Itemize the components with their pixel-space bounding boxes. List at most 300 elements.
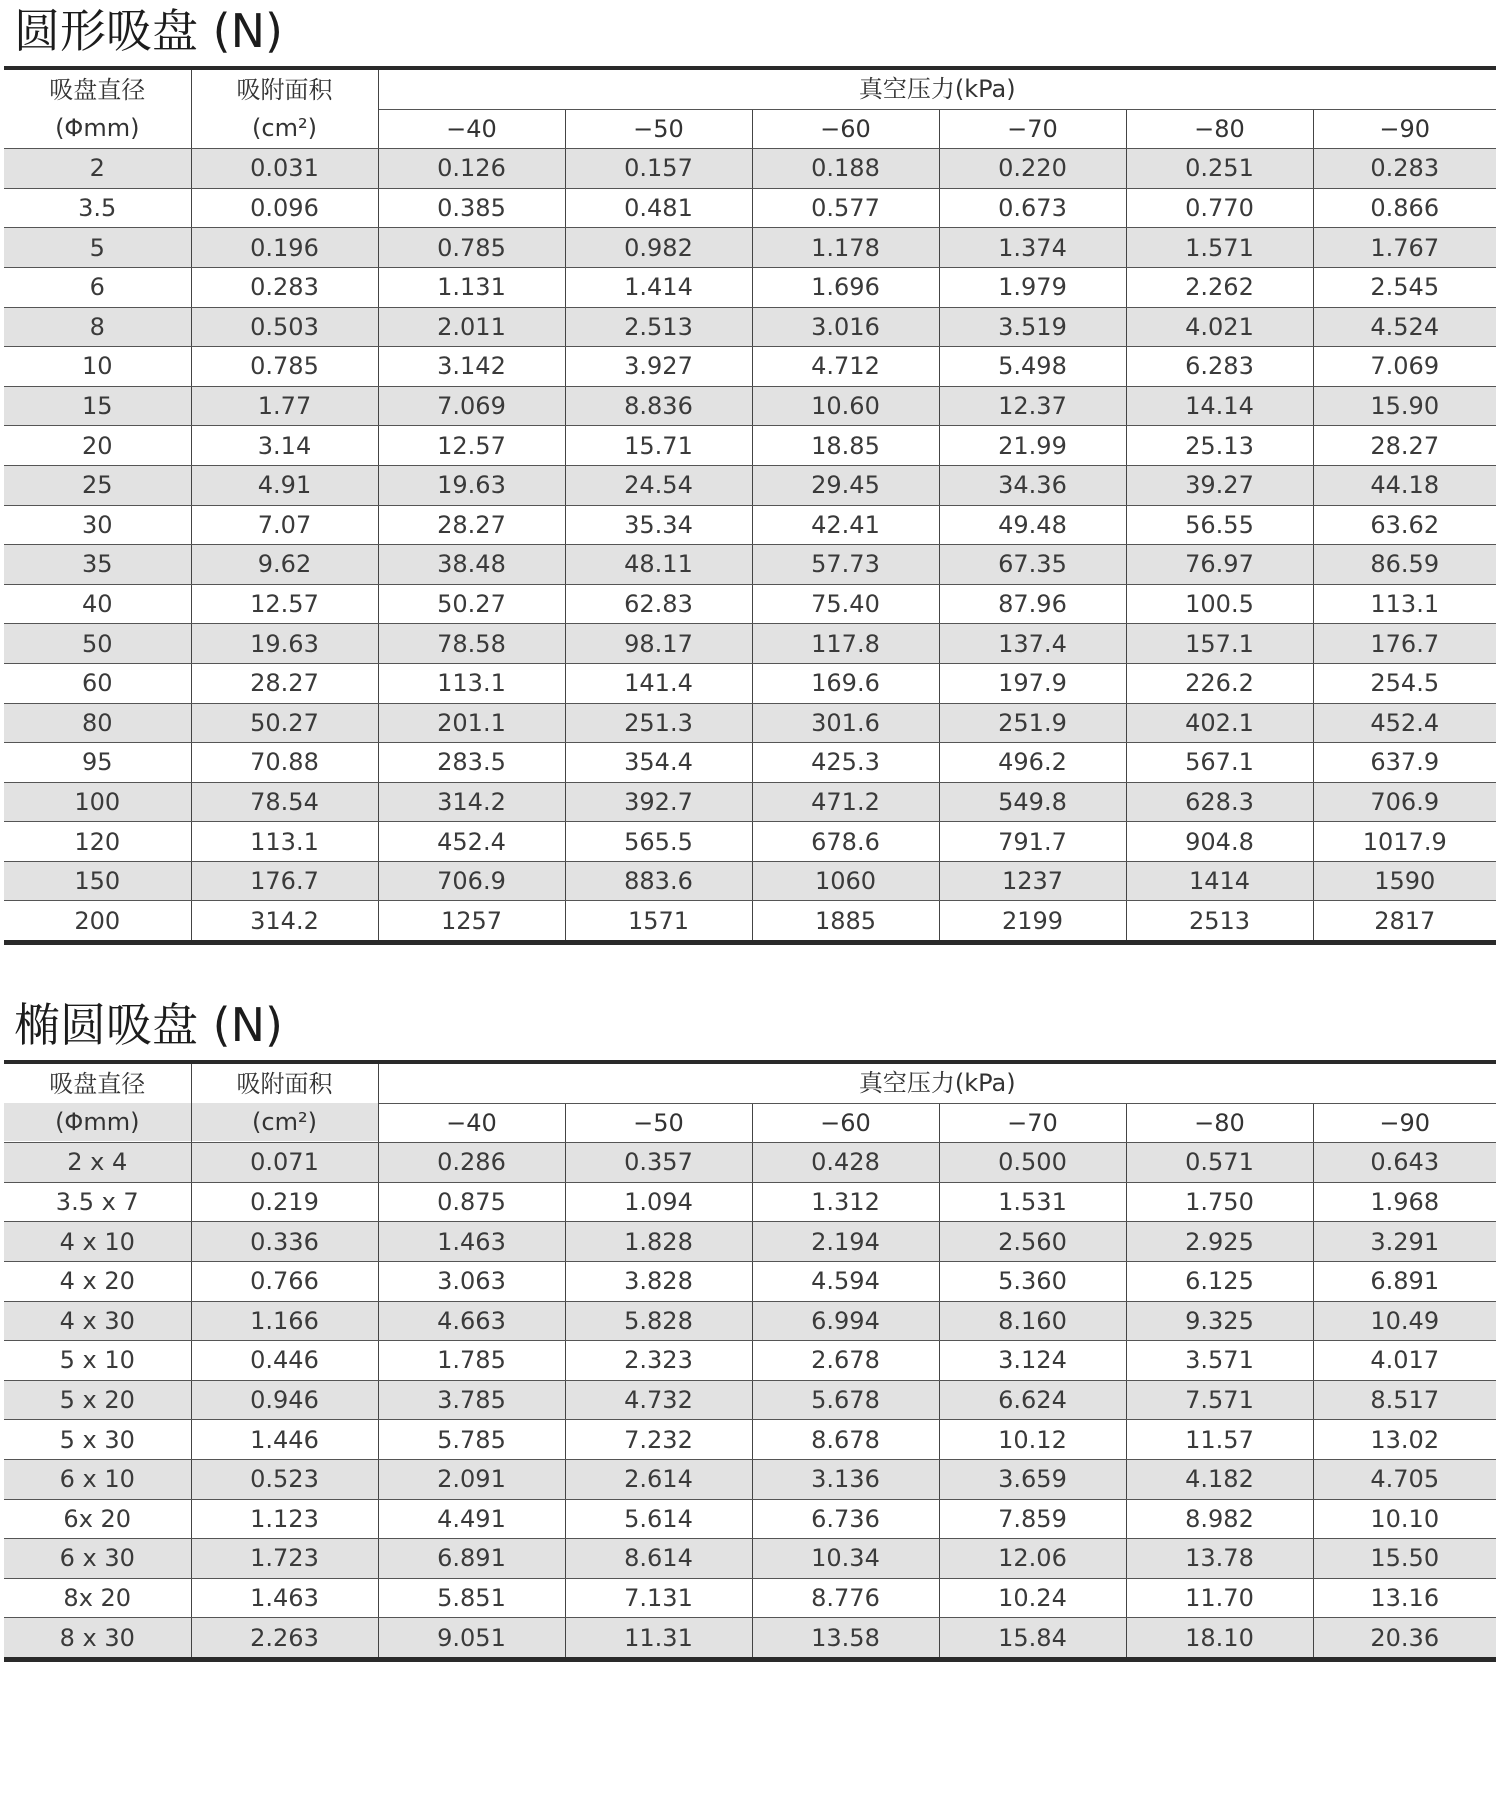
header-diameter (4, 68, 191, 149)
cell-force: 0.785 (378, 228, 565, 268)
cell-force: 549.8 (939, 782, 1126, 822)
cell-area: 0.196 (191, 228, 378, 268)
cell-force: 7.131 (565, 1578, 752, 1618)
cell-force: 15.84 (939, 1618, 1126, 1660)
cell-diameter: 6 x 30 (4, 1539, 191, 1579)
cell-diameter: 95 (4, 743, 191, 783)
cell-force: 197.9 (939, 663, 1126, 703)
cell-force: 169.6 (752, 663, 939, 703)
header-pressure-90: −90 (1313, 1103, 1496, 1143)
cell-force: 35.34 (565, 505, 752, 545)
cell-area: 3.14 (191, 426, 378, 466)
cell-force: 10.12 (939, 1420, 1126, 1460)
cell-diameter: 8x 20 (4, 1578, 191, 1618)
cell-force: 76.97 (1126, 545, 1313, 585)
cell-force: 5.828 (565, 1301, 752, 1341)
table-row (4, 1182, 1496, 1222)
cell-force: 0.982 (565, 228, 752, 268)
cell-force: 5.498 (939, 347, 1126, 387)
table-row (4, 426, 1496, 466)
cell-force: 1.463 (378, 1222, 565, 1262)
table-row (4, 584, 1496, 624)
cell-force: 4.491 (378, 1499, 565, 1539)
table-row (4, 624, 1496, 664)
cell-force: 1.750 (1126, 1182, 1313, 1222)
cell-force: 1060 (752, 861, 939, 901)
header-area-label: 吸附面积 (236, 76, 333, 105)
cell-force: 3.063 (378, 1261, 565, 1301)
cell-force: 1.968 (1313, 1182, 1496, 1222)
cell-force: 565.5 (565, 822, 752, 862)
cell-force: 0.481 (565, 188, 752, 228)
cell-diameter: 5 x 30 (4, 1420, 191, 1460)
cell-force: 3.927 (565, 347, 752, 387)
cell-area: 28.27 (191, 663, 378, 703)
cell-force: 28.27 (378, 505, 565, 545)
cell-force: 354.4 (565, 743, 752, 783)
cell-force: 34.36 (939, 465, 1126, 505)
header-area-label: 吸附面积 (236, 1070, 333, 1099)
cell-force: 452.4 (378, 822, 565, 862)
header-vacuum-pressure: 真空压力(kPa) (378, 68, 1496, 109)
cell-force: 10.49 (1313, 1301, 1496, 1341)
table-row (4, 1420, 1496, 1460)
table-row (4, 267, 1496, 307)
cell-diameter: 35 (4, 545, 191, 585)
cell-force: 10.34 (752, 1539, 939, 1579)
cell-force: 176.7 (1313, 624, 1496, 664)
cell-force: 2.560 (939, 1222, 1126, 1262)
cell-force: 2.614 (565, 1459, 752, 1499)
table-row (4, 782, 1496, 822)
cell-area: 4.91 (191, 465, 378, 505)
table-row (4, 307, 1496, 347)
cell-force: 50.27 (378, 584, 565, 624)
cell-force: 11.70 (1126, 1578, 1313, 1618)
cell-area: 1.446 (191, 1420, 378, 1460)
cell-force: 6.736 (752, 1499, 939, 1539)
cell-force: 3.124 (939, 1341, 1126, 1381)
cell-force: 13.16 (1313, 1578, 1496, 1618)
cell-force: 3.519 (939, 307, 1126, 347)
cell-diameter: 100 (4, 782, 191, 822)
cell-diameter: 5 (4, 228, 191, 268)
cell-force: 6.624 (939, 1380, 1126, 1420)
cell-force: 2.925 (1126, 1222, 1313, 1262)
cell-area: 1.123 (191, 1499, 378, 1539)
cell-diameter: 4 x 20 (4, 1261, 191, 1301)
cell-force: 1257 (378, 901, 565, 943)
cell-force: 1590 (1313, 861, 1496, 901)
header-vacuum-pressure: 真空压力(kPa) (378, 1062, 1496, 1103)
cell-force: 4.182 (1126, 1459, 1313, 1499)
cell-force: 2199 (939, 901, 1126, 943)
table-row (4, 822, 1496, 862)
cell-force: 6.891 (378, 1539, 565, 1579)
table-row (4, 1499, 1496, 1539)
cell-force: 57.73 (752, 545, 939, 585)
cell-diameter: 4 x 30 (4, 1301, 191, 1341)
cell-force: 62.83 (565, 584, 752, 624)
cell-diameter: 150 (4, 861, 191, 901)
cell-force: 0.577 (752, 188, 939, 228)
cell-force: 425.3 (752, 743, 939, 783)
cell-area: 70.88 (191, 743, 378, 783)
cell-force: 1.094 (565, 1182, 752, 1222)
cell-diameter: 6 (4, 267, 191, 307)
cell-diameter: 5 x 20 (4, 1380, 191, 1420)
cell-force: 567.1 (1126, 743, 1313, 783)
cell-diameter: 30 (4, 505, 191, 545)
cell-force: 1017.9 (1313, 822, 1496, 862)
round-cup-title: 圆形吸盘 (N) (14, 4, 283, 58)
cell-force: 78.58 (378, 624, 565, 664)
table-row (4, 386, 1496, 426)
cell-diameter: 15 (4, 386, 191, 426)
cell-force: 38.48 (378, 545, 565, 585)
cell-force: 4.705 (1313, 1459, 1496, 1499)
cell-force: 3.016 (752, 307, 939, 347)
cell-force: 706.9 (1313, 782, 1496, 822)
cell-force: 10.10 (1313, 1499, 1496, 1539)
cell-force: 1885 (752, 901, 939, 943)
table-row (4, 1143, 1496, 1183)
cell-area: 9.62 (191, 545, 378, 585)
cell-diameter: 6 x 10 (4, 1459, 191, 1499)
table-row (4, 1261, 1496, 1301)
cell-force: 11.31 (565, 1618, 752, 1660)
cell-area: 2.263 (191, 1618, 378, 1660)
cell-force: 2.323 (565, 1341, 752, 1381)
table-row (4, 465, 1496, 505)
cell-force: 1.178 (752, 228, 939, 268)
cell-force: 18.10 (1126, 1618, 1313, 1660)
cell-force: 4.594 (752, 1261, 939, 1301)
cell-force: 0.428 (752, 1143, 939, 1183)
cell-force: 113.1 (1313, 584, 1496, 624)
cell-force: 0.875 (378, 1182, 565, 1222)
cell-diameter: 5 x 10 (4, 1341, 191, 1381)
cell-area: 113.1 (191, 822, 378, 862)
cell-area: 0.336 (191, 1222, 378, 1262)
cell-force: 15.50 (1313, 1539, 1496, 1579)
cell-force: 12.06 (939, 1539, 1126, 1579)
cell-force: 226.2 (1126, 663, 1313, 703)
cell-diameter: 25 (4, 465, 191, 505)
cell-force: 4.017 (1313, 1341, 1496, 1381)
cell-diameter: 60 (4, 663, 191, 703)
cell-force: 141.4 (565, 663, 752, 703)
cell-diameter: 2 (4, 149, 191, 189)
cell-area: 0.096 (191, 188, 378, 228)
cell-force: 9.051 (378, 1618, 565, 1660)
cell-force: 0.500 (939, 1143, 1126, 1183)
cell-force: 791.7 (939, 822, 1126, 862)
cell-force: 5.851 (378, 1578, 565, 1618)
cell-force: 283.5 (378, 743, 565, 783)
table-row (4, 1341, 1496, 1381)
oval-cup-table-body (4, 1143, 1496, 1660)
cell-force: 201.1 (378, 703, 565, 743)
round-cup-table (4, 66, 1496, 945)
cell-force: 4.663 (378, 1301, 565, 1341)
cell-force: 0.251 (1126, 149, 1313, 189)
cell-force: 7.069 (378, 386, 565, 426)
cell-force: 12.57 (378, 426, 565, 466)
cell-area: 0.446 (191, 1341, 378, 1381)
cell-force: 24.54 (565, 465, 752, 505)
cell-area: 176.7 (191, 861, 378, 901)
cell-force: 8.614 (565, 1539, 752, 1579)
header-pressure-60: −60 (752, 1103, 939, 1143)
cell-force: 0.126 (378, 149, 565, 189)
cell-force: 2817 (1313, 901, 1496, 943)
cell-force: 706.9 (378, 861, 565, 901)
round-cup-section (4, 0, 1496, 945)
round-cup-table-body (4, 149, 1496, 943)
cell-force: 301.6 (752, 703, 939, 743)
cell-force: 2.678 (752, 1341, 939, 1381)
cell-area: 1.77 (191, 386, 378, 426)
cell-force: 13.02 (1313, 1420, 1496, 1460)
cell-diameter: 50 (4, 624, 191, 664)
header-pressure-60: −60 (752, 109, 939, 149)
header-area (191, 1062, 378, 1143)
header-diameter (4, 1062, 191, 1143)
cell-force: 314.2 (378, 782, 565, 822)
cell-force: 75.40 (752, 584, 939, 624)
cell-force: 3.571 (1126, 1341, 1313, 1381)
table-row (4, 703, 1496, 743)
cell-force: 1.312 (752, 1182, 939, 1222)
cell-force: 251.3 (565, 703, 752, 743)
cell-force: 637.9 (1313, 743, 1496, 783)
cell-force: 3.659 (939, 1459, 1126, 1499)
cell-diameter: 10 (4, 347, 191, 387)
cell-force: 4.021 (1126, 307, 1313, 347)
cell-force: 10.24 (939, 1578, 1126, 1618)
cell-force: 904.8 (1126, 822, 1313, 862)
cell-force: 6.283 (1126, 347, 1313, 387)
cell-force: 19.63 (378, 465, 565, 505)
header-diameter-label: 吸盘直径 (49, 76, 146, 105)
cell-force: 0.866 (1313, 188, 1496, 228)
cell-force: 63.62 (1313, 505, 1496, 545)
cell-force: 100.5 (1126, 584, 1313, 624)
cell-force: 3.136 (752, 1459, 939, 1499)
cell-force: 0.770 (1126, 188, 1313, 228)
cell-area: 50.27 (191, 703, 378, 743)
oval-cup-section (4, 994, 1496, 1662)
table-row (4, 1301, 1496, 1341)
cell-force: 7.571 (1126, 1380, 1313, 1420)
header-area (191, 68, 378, 149)
cell-force: 67.35 (939, 545, 1126, 585)
cell-force: 13.78 (1126, 1539, 1313, 1579)
cell-force: 0.571 (1126, 1143, 1313, 1183)
cell-force: 1571 (565, 901, 752, 943)
cell-force: 0.286 (378, 1143, 565, 1183)
cell-diameter: 20 (4, 426, 191, 466)
cell-force: 8.160 (939, 1301, 1126, 1341)
cell-force: 1414 (1126, 861, 1313, 901)
table-row (4, 861, 1496, 901)
cell-diameter: 80 (4, 703, 191, 743)
cell-force: 1.767 (1313, 228, 1496, 268)
cell-force: 157.1 (1126, 624, 1313, 664)
header-area-unit: (cm²) (192, 1103, 378, 1141)
cell-force: 0.643 (1313, 1143, 1496, 1183)
header-pressure-80: −80 (1126, 1103, 1313, 1143)
cell-force: 2.545 (1313, 267, 1496, 307)
cell-diameter: 3.5 x 7 (4, 1182, 191, 1222)
cell-force: 1.696 (752, 267, 939, 307)
cell-force: 0.157 (565, 149, 752, 189)
cell-force: 1.828 (565, 1222, 752, 1262)
header-area-unit: (cm²) (252, 114, 317, 143)
cell-force: 7.069 (1313, 347, 1496, 387)
cell-force: 44.18 (1313, 465, 1496, 505)
cell-force: 0.357 (565, 1143, 752, 1183)
cell-area: 0.766 (191, 1261, 378, 1301)
cell-force: 452.4 (1313, 703, 1496, 743)
table-row (4, 1222, 1496, 1262)
cell-force: 2.262 (1126, 267, 1313, 307)
cell-force: 6.125 (1126, 1261, 1313, 1301)
cell-area: 0.946 (191, 1380, 378, 1420)
table-row (4, 1618, 1496, 1660)
cell-force: 4.712 (752, 347, 939, 387)
cell-diameter: 40 (4, 584, 191, 624)
cell-force: 8.836 (565, 386, 752, 426)
cell-force: 8.678 (752, 1420, 939, 1460)
cell-force: 1.414 (565, 267, 752, 307)
cell-force: 10.60 (752, 386, 939, 426)
header-pressure-40: −40 (378, 109, 565, 149)
cell-force: 9.325 (1126, 1301, 1313, 1341)
cell-force: 6.891 (1313, 1261, 1496, 1301)
cell-force: 2.513 (565, 307, 752, 347)
cell-force: 471.2 (752, 782, 939, 822)
table-row (4, 188, 1496, 228)
cell-force: 20.36 (1313, 1618, 1496, 1660)
cell-force: 13.58 (752, 1618, 939, 1660)
cell-force: 883.6 (565, 861, 752, 901)
cell-force: 29.45 (752, 465, 939, 505)
oval-cup-title: 椭圆吸盘 (N) (14, 998, 283, 1052)
cell-diameter: 8 x 30 (4, 1618, 191, 1660)
cell-diameter: 200 (4, 901, 191, 943)
cell-force: 678.6 (752, 822, 939, 862)
cell-force: 25.13 (1126, 426, 1313, 466)
cell-diameter: 3.5 (4, 188, 191, 228)
cell-force: 14.14 (1126, 386, 1313, 426)
header-pressure-70: −70 (939, 109, 1126, 149)
cell-force: 254.5 (1313, 663, 1496, 703)
cell-force: 11.57 (1126, 1420, 1313, 1460)
cell-force: 1.785 (378, 1341, 565, 1381)
header-pressure-90: −90 (1313, 109, 1496, 149)
table-row (4, 1380, 1496, 1420)
header-pressure-50: −50 (565, 1103, 752, 1143)
table-row (4, 1578, 1496, 1618)
table-row (4, 1539, 1496, 1579)
cell-force: 5.678 (752, 1380, 939, 1420)
cell-force: 0.283 (1313, 149, 1496, 189)
cell-diameter: 4 x 10 (4, 1222, 191, 1262)
cell-force: 4.524 (1313, 307, 1496, 347)
cell-force: 2513 (1126, 901, 1313, 943)
cell-force: 56.55 (1126, 505, 1313, 545)
cell-diameter: 8 (4, 307, 191, 347)
cell-force: 0.220 (939, 149, 1126, 189)
cell-area: 0.031 (191, 149, 378, 189)
cell-force: 8.982 (1126, 1499, 1313, 1539)
cell-diameter: 2 x 4 (4, 1143, 191, 1183)
table-row (4, 901, 1496, 943)
cell-force: 6.994 (752, 1301, 939, 1341)
cell-force: 1.571 (1126, 228, 1313, 268)
cell-force: 98.17 (565, 624, 752, 664)
cell-force: 8.776 (752, 1578, 939, 1618)
cell-force: 117.8 (752, 624, 939, 664)
cell-force: 113.1 (378, 663, 565, 703)
cell-force: 1.531 (939, 1182, 1126, 1222)
cell-area: 0.503 (191, 307, 378, 347)
table-row (4, 149, 1496, 189)
header-pressure-70: −70 (939, 1103, 1126, 1143)
cell-force: 251.9 (939, 703, 1126, 743)
cell-force: 628.3 (1126, 782, 1313, 822)
table-row (4, 743, 1496, 783)
cell-force: 8.517 (1313, 1380, 1496, 1420)
table-row (4, 663, 1496, 703)
cell-force: 5.614 (565, 1499, 752, 1539)
cell-area: 1.166 (191, 1301, 378, 1341)
table-row (4, 347, 1496, 387)
cell-force: 3.785 (378, 1380, 565, 1420)
cell-force: 0.673 (939, 188, 1126, 228)
cell-diameter: 120 (4, 822, 191, 862)
header-pressure-40: −40 (378, 1103, 565, 1143)
cell-area: 0.283 (191, 267, 378, 307)
cell-force: 2.194 (752, 1222, 939, 1262)
cell-force: 21.99 (939, 426, 1126, 466)
oval-cup-table (4, 1060, 1496, 1662)
cell-area: 0.219 (191, 1182, 378, 1222)
cell-force: 137.4 (939, 624, 1126, 664)
cell-area: 19.63 (191, 624, 378, 664)
cell-force: 5.360 (939, 1261, 1126, 1301)
cell-force: 3.142 (378, 347, 565, 387)
cell-force: 392.7 (565, 782, 752, 822)
cell-force: 0.385 (378, 188, 565, 228)
cell-force: 402.1 (1126, 703, 1313, 743)
cell-force: 15.71 (565, 426, 752, 466)
cell-force: 2.011 (378, 307, 565, 347)
header-diameter-unit: (Φmm) (4, 1103, 191, 1141)
cell-area: 0.523 (191, 1459, 378, 1499)
cell-force: 49.48 (939, 505, 1126, 545)
cell-force: 42.41 (752, 505, 939, 545)
cell-force: 87.96 (939, 584, 1126, 624)
cell-force: 1.979 (939, 267, 1126, 307)
cell-force: 12.37 (939, 386, 1126, 426)
cell-area: 0.785 (191, 347, 378, 387)
cell-force: 5.785 (378, 1420, 565, 1460)
table-row (4, 1459, 1496, 1499)
cell-force: 15.90 (1313, 386, 1496, 426)
